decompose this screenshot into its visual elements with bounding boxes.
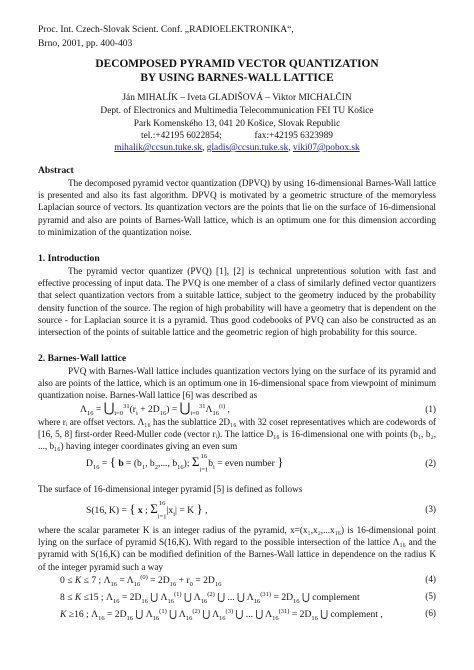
equation-5-word: complement — [312, 592, 360, 604]
barnes-wall-paragraph4: where the scalar parameter K is an integer radius of the pyramid, x=(x₁,x₂,...x₁₆) is 16-dimensional point lying on the surface of pyramid S(16,K). With regard to the possible intersection of the lattice Λ₁₆ and the pyramid with S(16,K) can be modified definition of the Barnes-Wall lattice in dependence on the radius K of the integer pyramid such a way — [38, 525, 436, 572]
equation-6-word: complement , — [330, 609, 383, 621]
equation-6: K ≥16 ; $\Lambda_{16} = 2D_{16}$ ⋃ $\Lambda_{16}^{(1)}$ ⋃ $\Lambda_{16}^{(2)}$ ⋃ $\Lambda_{16}^{(3)}$ ⋃ ... ⋃ $\Lambda_{16}^{(31)} = 2D_{16}$ ⋃ complement , — [60, 608, 383, 623]
barnes-wall-paragraph1: PVQ with Barnes-Wall lattice includes quantization vectors lying on the surface of its pyramid and also are points of the lattice, which is an optimum one in 16-dimensional space from viewpoint of minimum quantization noise. Barnes-Wall lattice [6] was described as — [38, 366, 436, 401]
equation-2: $D_{16}$ = { $b = (b_1$, $b_2$,..., $b_{16}$); $\Sigma^{16}$ $_{i=1}b_i$ = even number } — [86, 453, 284, 474]
equation-1-number: (1) — [425, 404, 436, 414]
barnes-wall-heading: 2. Barnes-Wall lattice — [38, 353, 127, 364]
equation-2-condition: = even number — [217, 458, 275, 470]
author-names: Ján MIHALÍK – Iveta GLADIŠOVÁ – Viktor MICHALČIN — [122, 93, 352, 103]
equation-6-number: (6) — [425, 608, 436, 618]
barnes-wall-para4 — [38, 524, 436, 573]
author-phone: tel.:+42195 6022854; — [141, 131, 222, 141]
introduction-paragraph: The pyramid vector quantizer (PVQ) [1], [2] is technical unpretentious solution with fast and effective processing of input data. The PVQ is one member of a class of similarly defined vector quantizers that select quantization vectors from a suitable lattice, subject to the geometry induced by the probability density function of the source. The region of high probability will have a geometry that is dependent on the source - for Laplacian source it is a pyramid. Thus good codebooks of PVQ can also be constructed as an intersection of the points of suitable lattice and the geometric region of high probability for this source. — [38, 266, 436, 338]
introduction-heading: 1. Introduction — [38, 253, 100, 264]
barnes-wall-paragraph2: where rᵢ are offset vectors. Λ₁₆ has the sublattice 2D₁₆ with 32 coset representatives which are codewords of [16, 5, 8] first-order Reed-Muller code (vector rᵢ). The lattice D₁₆ is 16-dimensional one with points (b₁, b₂, ..., b₁₆) having integer coordinates giving an even sum — [38, 417, 436, 452]
abstract-paragraph: The decomposed pyramid vector quantization (DPVQ) by using 16-dimensional Barnes-Wall lattice is presented and also its fast algorithm. DPVQ is motivated by a geometric structure of the memoryless Laplacian source of vectors. Its quantization vectors are the points that lie on the surface of 16-dimensional pyramid and also are points of Barnes-Wall lattice, which is an optimum one for this dimension according to minimization of the quantization noise. — [38, 178, 436, 237]
equation-3: S(16, K) = { x ; $\Sigma^{16}$ $_{i=1}|x_i| = K$ } , — [86, 500, 208, 521]
equation-1: $\Lambda_{16}$ = $⋃_{i=0}^{31}(r_i + 2D_{16})$ = $⋃_{i=0}^{31}\Lambda_{16}^{(i)}$ , — [80, 400, 230, 417]
email-separator: , — [202, 143, 207, 153]
author-emails — [0, 143, 474, 153]
email-separator: , — [288, 143, 293, 153]
paper-title-line1: DECOMPOSED PYRAMID VECTOR QUANTIZATION — [95, 58, 379, 70]
author-address: Park Komenského 13, 041 20 Košice, Slovak Republic — [133, 119, 341, 129]
conference-header-line1: Proc. Int. Czech-Slovak Scient. Conf. „RADIOELEKTRONIKA“, — [38, 24, 294, 35]
equation-5-number: (5) — [425, 591, 436, 601]
barnes-wall-paragraph3: The surface of 16-dimensional integer pyramid [5] is defined as follows — [38, 484, 303, 494]
email-link-mihalik[interactable]: mihalik@ccsun.tuke.sk — [114, 143, 203, 153]
author-department: Dept. of Electronics and Multimedia Telecommunication FEI TU Košice — [100, 106, 374, 116]
author-contacts — [0, 131, 474, 141]
email-link-gladis[interactable]: gladis@ccsun.tuke.sk — [206, 143, 289, 153]
equation-4-number: (4) — [425, 574, 436, 584]
abstract-heading: Abstract — [38, 165, 74, 176]
barnes-wall-para1 — [38, 365, 436, 402]
author-fax: fax:+42195 6323989 — [254, 131, 333, 141]
equation-3-number: (3) — [425, 504, 436, 514]
abstract-text — [38, 177, 436, 238]
conference-header-line2: Brno, 2001, pp. 400-403 — [38, 38, 133, 49]
equation-5: 8 ≤ K ≤15 ; $\Lambda_{16} = 2D_{16}$ ⋃ $\Lambda_{16}^{(1)}$ ⋃ $\Lambda_{16}^{(2)}$ ⋃ ... ⋃ $\Lambda_{16}^{(31)} = 2D_{16}$ ⋃ complement — [60, 591, 360, 606]
email-link-viki[interactable]: viki07@pobox.sk — [293, 143, 360, 153]
equation-2-number: (2) — [425, 458, 436, 468]
barnes-wall-para3 — [38, 483, 436, 495]
barnes-wall-para2 — [38, 416, 436, 453]
paper-title-line2: BY USING BARNES-WALL LATTICE — [140, 72, 334, 84]
introduction-text — [38, 265, 436, 338]
equation-4: 0 ≤ K ≤ 7 ; $\Lambda_{16} = \Lambda_{16}^{(0)} = 2D_{16} + r_0 = 2D_{16}$ — [60, 574, 222, 589]
